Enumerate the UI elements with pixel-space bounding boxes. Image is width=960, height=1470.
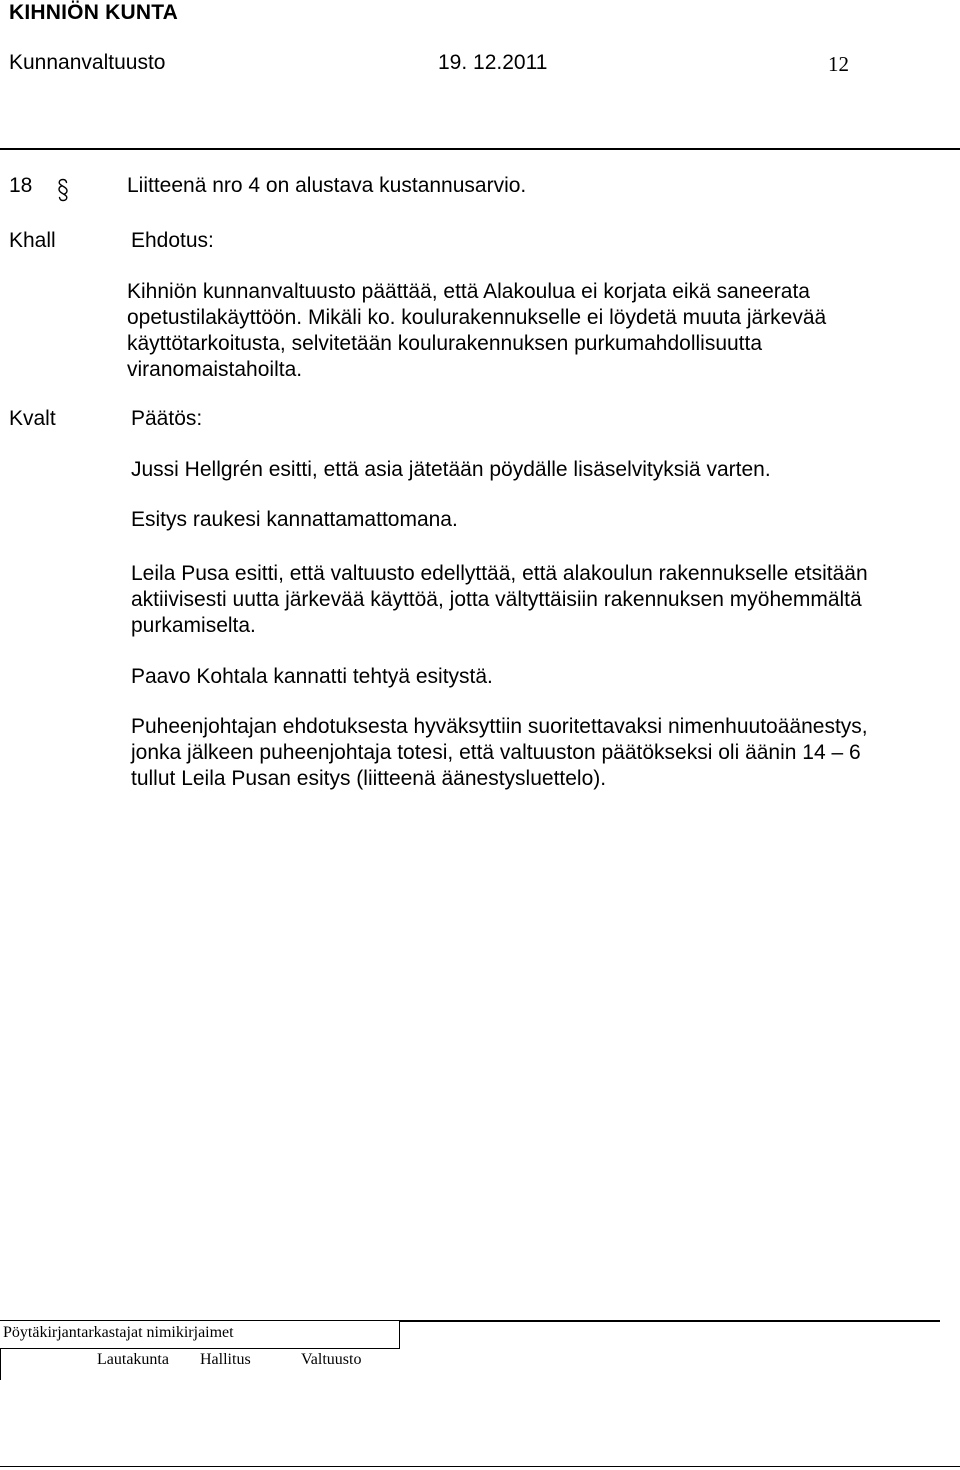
footer-divider bbox=[0, 1348, 400, 1349]
proposal-text bbox=[127, 279, 826, 383]
proposal-line: viranomaistahoilta. bbox=[127, 358, 303, 381]
decision-paragraph-5 bbox=[131, 714, 868, 792]
decision-line: Puheenjohtajan ehdotuksesta hyväksyttiin suoritettavaksi nimenhuutoäänestys, bbox=[131, 715, 868, 738]
khall-label: Khall bbox=[9, 229, 56, 252]
page-number: 12 bbox=[828, 52, 849, 76]
decision-line: tullut Leila Pusan esitys (liitteenä äänestysluettelo). bbox=[131, 767, 607, 790]
decision-line: Leila Pusa esitti, että valtuusto edellyttää, että alakoulun rakennukselle etsitään bbox=[131, 562, 868, 585]
decision-paragraph-2: Esitys raukesi kannattamattomana. bbox=[131, 508, 458, 531]
decision-line: aktiivisesti uutta järkevää käyttöä, jotta vältyttäisiin rakennuksen myöhemmältä bbox=[131, 588, 862, 611]
footer-cell-hallitus: Hallitus bbox=[200, 1351, 251, 1368]
proposal-heading: Ehdotus: bbox=[131, 229, 214, 252]
decision-line: purkamiselta. bbox=[131, 614, 256, 637]
section-number: 18 bbox=[9, 174, 33, 197]
decision-heading: Päätös: bbox=[131, 407, 203, 430]
decision-paragraph-3 bbox=[131, 561, 868, 639]
meeting-body: Kunnanvaltuusto bbox=[9, 51, 166, 74]
footer-rule bbox=[399, 1320, 940, 1322]
section-sign-icon bbox=[56, 178, 70, 207]
proposal-line: käyttötarkoitusta, selvitetään koulurakennuksen purkumahdollisuutta bbox=[127, 332, 763, 355]
bottom-rule bbox=[0, 1466, 960, 1467]
decision-line: jonka jälkeen puheenjohtaja totesi, että valtuuston päätökseksi oli äänin 14 – 6 bbox=[131, 741, 861, 764]
proposal-line: Kihniön kunnanvaltuusto päättää, että Alakoulua ei korjata eikä saneerata bbox=[127, 280, 810, 303]
footer-cell-lautakunta: Lautakunta bbox=[97, 1351, 169, 1368]
organization-name: KIHNIÖN KUNTA bbox=[9, 1, 179, 24]
proposal-line: opetustilakäyttöön. Mikäli ko. koulurakennukselle ei löydetä muuta järkevää bbox=[127, 306, 827, 329]
section-intro: Liitteenä nro 4 on alustava kustannusarvio. bbox=[127, 174, 527, 197]
header-divider bbox=[0, 148, 960, 150]
footer-cell-valtuusto: Valtuusto bbox=[301, 1351, 362, 1368]
kvalt-label: Kvalt bbox=[9, 407, 56, 430]
footer-rule bbox=[0, 1320, 399, 1321]
meeting-date: 19. 12.2011 bbox=[438, 51, 548, 74]
footer-divider bbox=[0, 1348, 1, 1380]
footer-caption: Pöytäkirjantarkastajat nimikirjaimet bbox=[3, 1324, 234, 1341]
footer-divider bbox=[399, 1321, 400, 1348]
decision-paragraph-1: Jussi Hellgrén esitti, että asia jätetään pöydälle lisäselvityksiä varten. bbox=[131, 458, 771, 481]
decision-paragraph-4: Paavo Kohtala kannatti tehtyä esitystä. bbox=[131, 665, 493, 688]
